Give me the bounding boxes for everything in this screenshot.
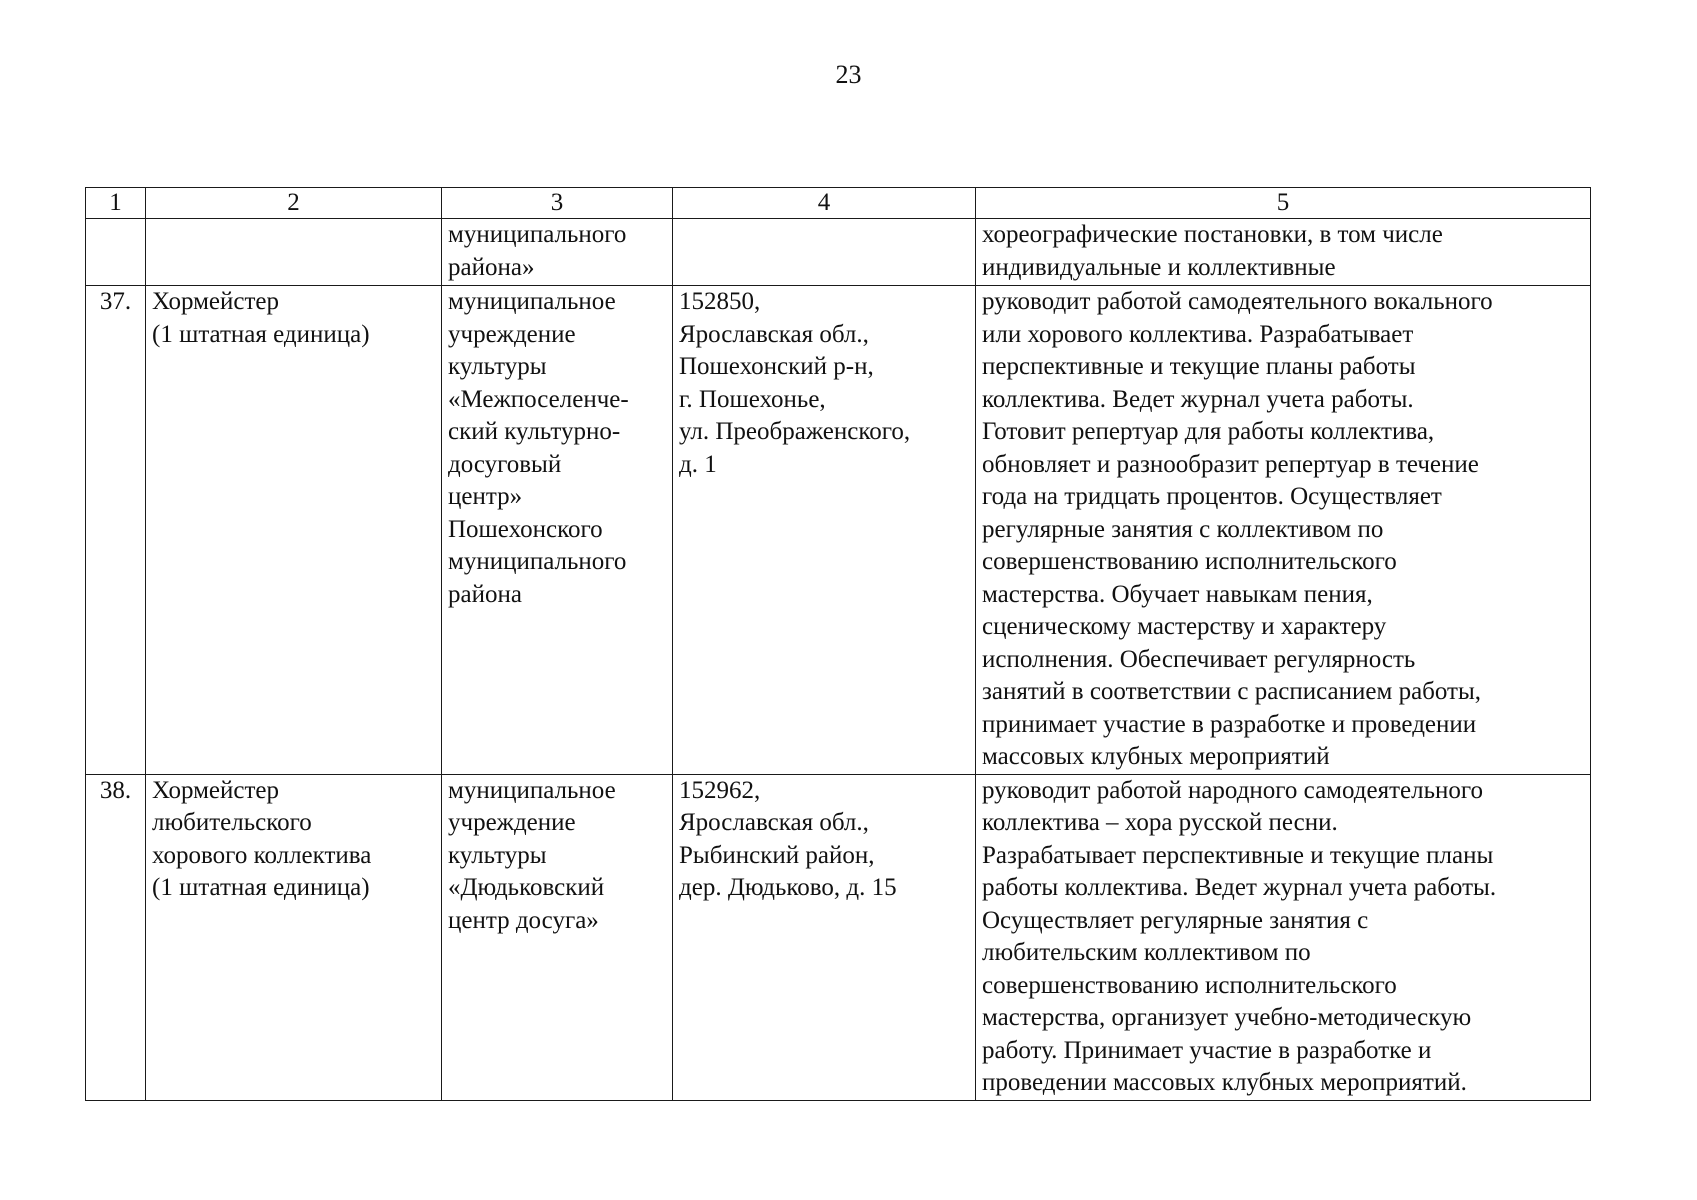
institution-text-line: муниципальное <box>448 776 616 804</box>
institution-text-line: муниципального <box>448 221 627 248</box>
position-text-line: хорового коллектива <box>152 841 372 869</box>
institution-text-line: муниципальное <box>448 288 616 315</box>
duties-text-line: Осуществляет регулярные занятия с <box>982 906 1369 934</box>
position-cell <box>146 219 442 286</box>
institution-text-line: района» <box>448 253 535 281</box>
positions-table <box>85 187 1591 1101</box>
duties-text-line: Готовит репертуар для работы коллектива, <box>982 418 1435 445</box>
row-number-cell <box>86 219 146 286</box>
duties-cell <box>976 219 1591 286</box>
column-header-2: 2 <box>146 188 442 219</box>
duties-text-line: руководит работой народного самодеятельного <box>982 776 1484 804</box>
duties-cell <box>976 774 1591 1100</box>
duties-cell <box>976 286 1591 775</box>
page-number: 23 <box>835 60 862 89</box>
institution-cell <box>442 774 673 1100</box>
duties-text-line: коллектива. Ведет журнал учета работы. <box>982 385 1414 413</box>
address-text-line: Рыбинский район, <box>679 841 875 869</box>
duties-text-line: обновляет и разнообразит репертуар в течение <box>982 450 1479 478</box>
column-header-1: 1 <box>86 188 146 219</box>
address-text-line: ул. Преображенского, <box>679 418 911 445</box>
position-text-line: любительского <box>152 809 312 836</box>
institution-text-line: Пошехонского <box>448 515 603 543</box>
address-text-line: д. 1 <box>679 450 717 478</box>
position-text-line: (1 штатная единица) <box>152 320 370 348</box>
duties-text-line: руководит работой самодеятельного вокального <box>982 288 1493 315</box>
duties-text-line: года на тридцать процентов. Осуществляет <box>982 483 1442 510</box>
institution-text-line: учреждение <box>448 320 576 348</box>
institution-text-line: досуговый <box>448 450 562 478</box>
duties-text-line: проведении массовых клубных мероприятий. <box>982 1069 1467 1096</box>
address-text-line: Пошехонский р-н, <box>679 353 874 380</box>
duties-text-line: коллектива – хора русской песни. <box>982 809 1338 836</box>
institution-cell <box>442 219 673 286</box>
duties-text-line: Разрабатывает перспективные и текущие планы <box>982 841 1494 869</box>
address-cell <box>673 774 976 1100</box>
table-header-row <box>86 188 1591 219</box>
institution-text-line: «Межпоселенче- <box>448 385 629 413</box>
duties-text-line: хореографические постановки, в том числе <box>982 221 1443 248</box>
address-cell <box>673 286 976 775</box>
duties-text-line: совершенствованию исполнительского <box>982 548 1397 575</box>
duties-text-line: мастерства, организует учебно-методическую <box>982 1004 1472 1031</box>
column-header-4: 4 <box>673 188 976 219</box>
institution-text-line: ский культурно- <box>448 418 621 445</box>
duties-text-line: любительским коллективом по <box>982 939 1311 966</box>
institution-text-line: учреждение <box>448 809 576 836</box>
duties-text-line: сценическому мастерству и характеру <box>982 613 1387 640</box>
duties-text-line: занятий в соответствии с расписанием работы, <box>982 678 1482 705</box>
row-number-cell: 38. <box>86 774 146 1100</box>
position-text-line: Хормейстер <box>152 288 280 315</box>
table-row <box>86 774 1591 1100</box>
duties-text-line: индивидуальные и коллективные <box>982 253 1336 281</box>
address-text-line: г. Пошехонье, <box>679 385 826 413</box>
address-text-line: Ярославская обл., <box>679 320 869 348</box>
institution-text-line: культуры <box>448 353 547 380</box>
duties-text-line: принимает участие в разработке и проведении <box>982 710 1477 738</box>
institution-cell <box>442 286 673 775</box>
address-text-line: 152850, <box>679 288 761 315</box>
duties-text-line: мастерства. Обучает навыкам пения, <box>982 580 1373 608</box>
duties-text-line: перспективные и текущие планы работы <box>982 353 1416 380</box>
column-header-3: 3 <box>442 188 673 219</box>
duties-text-line: работу. Принимает участие в разработке и <box>982 1036 1432 1064</box>
duties-text-line: регулярные занятия с коллективом по <box>982 515 1384 543</box>
institution-text-line: центр» <box>448 483 523 510</box>
table-row <box>86 286 1591 775</box>
institution-text-line: района <box>448 580 522 608</box>
address-text-line: дер. Дюдьково, д. 15 <box>679 874 897 901</box>
duties-text-line: совершенствованию исполнительского <box>982 971 1397 999</box>
institution-text-line: центр досуга» <box>448 906 599 934</box>
duties-text-line: исполнения. Обеспечивает регулярность <box>982 645 1416 673</box>
address-cell <box>673 219 976 286</box>
row-number-cell: 37. <box>86 286 146 775</box>
duties-text-line: или хорового коллектива. Разрабатывает <box>982 320 1414 348</box>
institution-text-line: «Дюдьковский <box>448 874 605 901</box>
address-text-line: 152962, <box>679 776 761 804</box>
duties-text-line: массовых клубных мероприятий <box>982 743 1330 770</box>
institution-text-line: муниципального <box>448 548 627 575</box>
institution-text-line: культуры <box>448 841 547 869</box>
address-text-line: Ярославская обл., <box>679 809 869 836</box>
column-header-5: 5 <box>976 188 1591 219</box>
position-cell <box>146 286 442 775</box>
position-text-line: (1 штатная единица) <box>152 874 370 901</box>
duties-text-line: работы коллектива. Ведет журнал учета работы. <box>982 874 1497 901</box>
position-cell <box>146 774 442 1100</box>
position-text-line: Хормейстер <box>152 776 280 804</box>
table-row <box>86 219 1591 286</box>
